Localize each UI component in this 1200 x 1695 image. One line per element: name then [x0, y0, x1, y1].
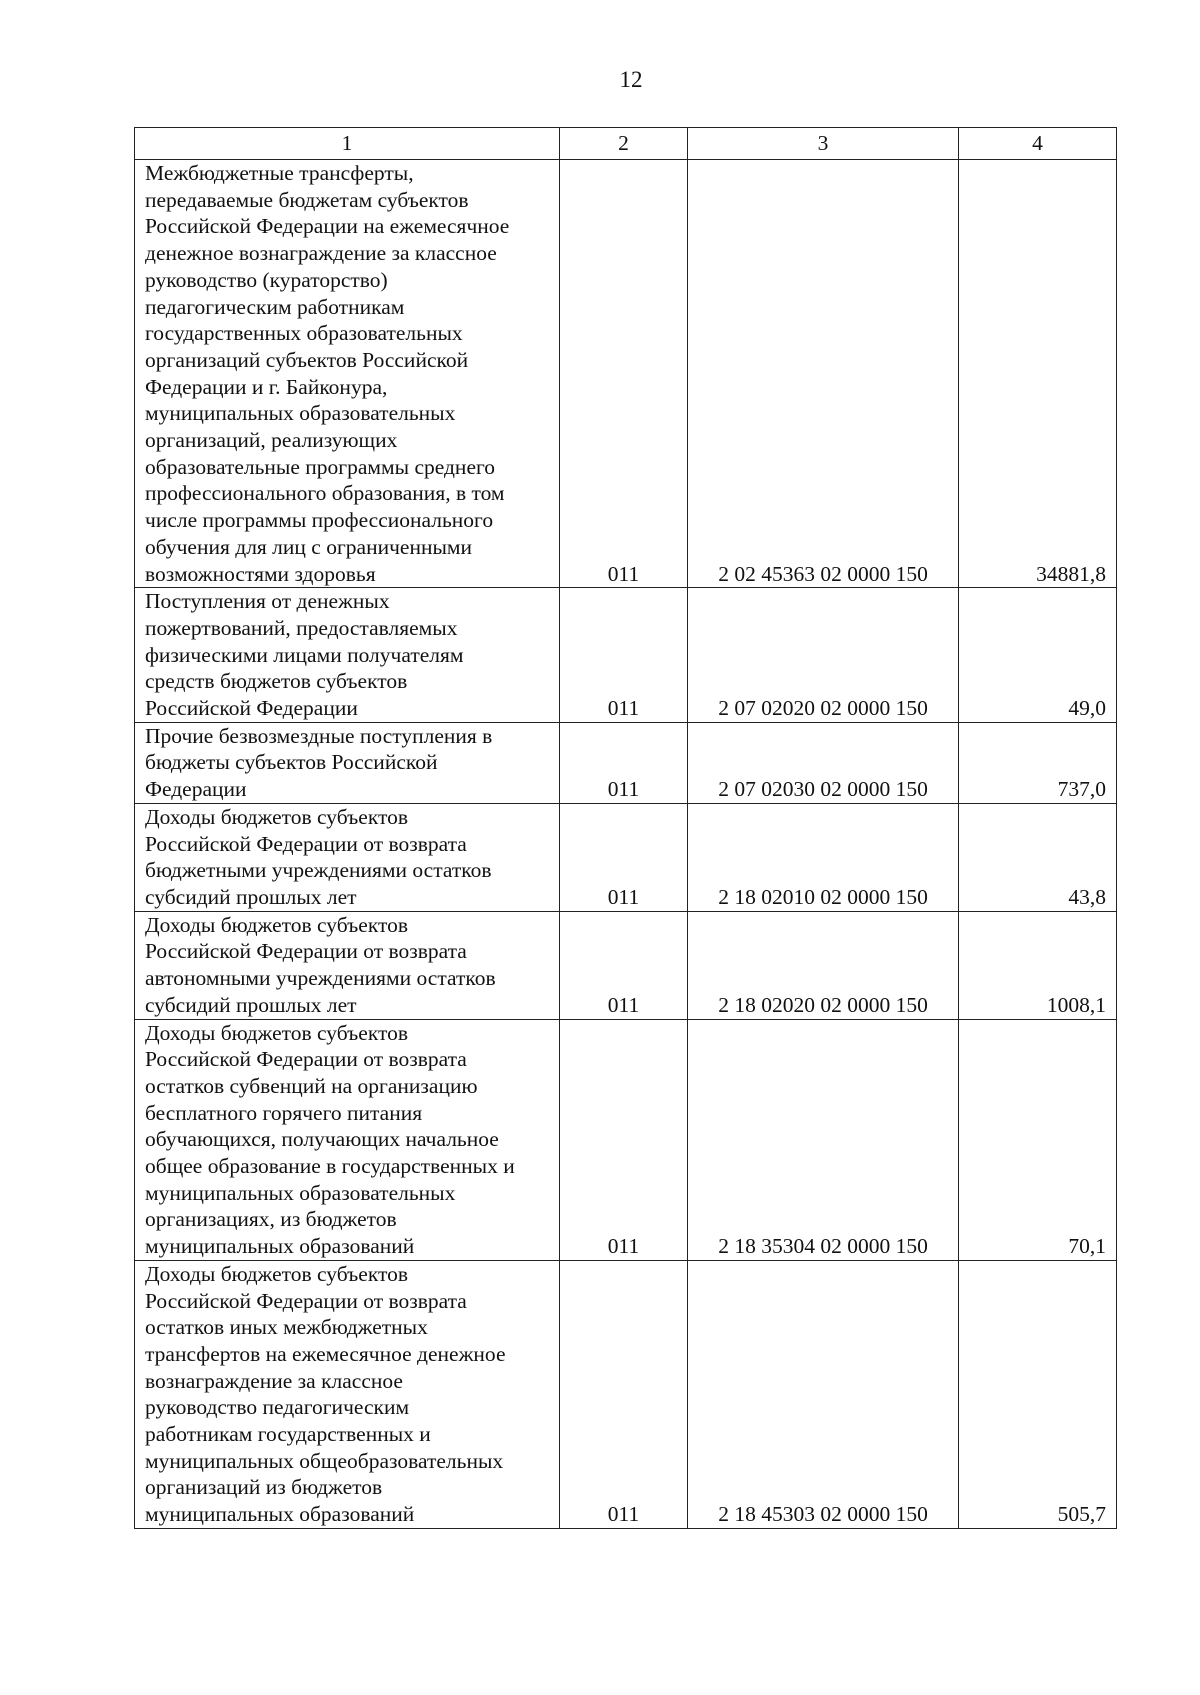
row-description: Межбюджетные трансферты, передаваемые бюджетам субъектов Российской Федерации на ежемесячное денежное вознаграждение за классное руководство (кураторство) педагогическим работникам государственных образовательных организаций субъектов Российской Федерации и г. Байконура, муниципальных образовательных организаций, реализующих образовательные программы среднего профессионального образования, в том числе программы профессионального обучения для лиц с ограниченными возможностями здоровья [135, 160, 560, 588]
revenue-table [134, 127, 1117, 1529]
row-description: Прочие безвозмездные поступления в бюджеты субъектов Российской Федерации [135, 722, 560, 803]
row-kbk-code: 2 18 45303 02 0000 150 [688, 1260, 959, 1528]
column-header-4: 4 [959, 128, 1117, 160]
page-number: 12 [619, 67, 643, 92]
table-header-row [135, 128, 1117, 160]
column-header-3: 3 [688, 128, 959, 160]
column-header-1: 1 [135, 128, 560, 160]
row-description: Доходы бюджетов субъектов Российской Федерации от возврата остатков субвенций на организацию бесплатного горячего питания обучающихся, получающих начальное общее образование в государственных и муниципальных образовательных организациях, из бюджетов муниципальных образований [135, 1019, 560, 1260]
row-admin-code: 011 [560, 1019, 688, 1260]
row-description: Доходы бюджетов субъектов Российской Федерации от возврата бюджетными учреждениями остатков субсидий прошлых лет [135, 803, 560, 911]
row-kbk-code: 2 07 02020 02 0000 150 [688, 588, 959, 723]
column-header-2: 2 [560, 128, 688, 160]
row-kbk-code: 2 07 02030 02 0000 150 [688, 722, 959, 803]
table-row [135, 160, 1117, 588]
table-row [135, 803, 1117, 911]
table-row [135, 911, 1117, 1019]
row-amount: 1008,1 [959, 911, 1117, 1019]
row-kbk-code: 2 18 35304 02 0000 150 [688, 1019, 959, 1260]
row-amount: 70,1 [959, 1019, 1117, 1260]
row-admin-code: 011 [560, 911, 688, 1019]
row-description: Поступления от денежных пожертвований, предоставляемых физическими лицами получателям средств бюджетов субъектов Российской Федерации [135, 588, 560, 723]
row-amount: 737,0 [959, 722, 1117, 803]
table-row [135, 722, 1117, 803]
row-amount: 34881,8 [959, 160, 1117, 588]
table-row [135, 588, 1117, 723]
row-kbk-code: 2 18 02010 02 0000 150 [688, 803, 959, 911]
row-admin-code: 011 [560, 588, 688, 723]
row-kbk-code: 2 18 02020 02 0000 150 [688, 911, 959, 1019]
row-admin-code: 011 [560, 1260, 688, 1528]
row-admin-code: 011 [560, 722, 688, 803]
table-row [135, 1019, 1117, 1260]
row-amount: 49,0 [959, 588, 1117, 723]
table-row [135, 1260, 1117, 1528]
row-description: Доходы бюджетов субъектов Российской Федерации от возврата автономными учреждениями остатков субсидий прошлых лет [135, 911, 560, 1019]
row-amount: 43,8 [959, 803, 1117, 911]
row-description: Доходы бюджетов субъектов Российской Федерации от возврата остатков иных межбюджетных трансфертов на ежемесячное денежное вознаграждение за классное руководство педагогическим работникам государственных и муниципальных общеобразовательных организаций из бюджетов муниципальных образований [135, 1260, 560, 1528]
row-admin-code: 011 [560, 803, 688, 911]
row-admin-code: 011 [560, 160, 688, 588]
row-kbk-code: 2 02 45363 02 0000 150 [688, 160, 959, 588]
row-amount: 505,7 [959, 1260, 1117, 1528]
